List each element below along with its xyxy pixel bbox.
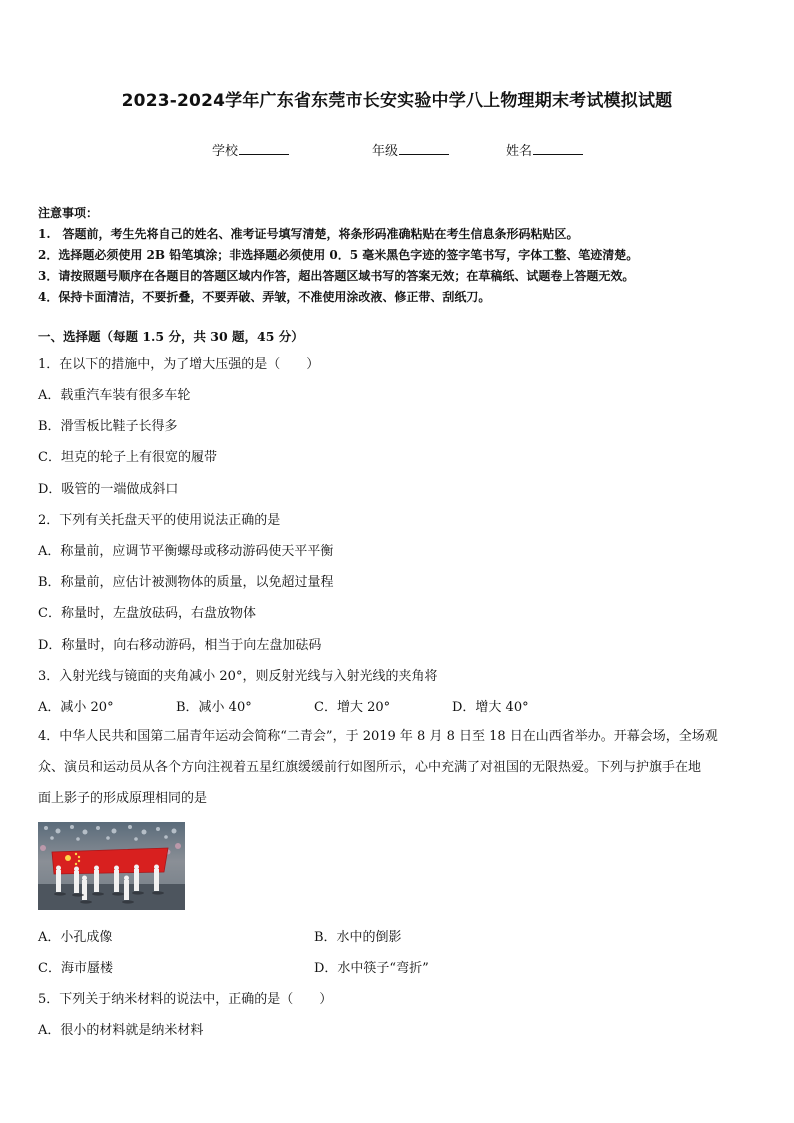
question-5-option-a[interactable]: A．很小的材料就是纳米材料 (38, 1023, 204, 1038)
question-1-option-c[interactable]: C．坦克的轮子上有很宽的履带 (38, 450, 217, 465)
grade-blank[interactable] (399, 142, 449, 155)
question-4-stem-line: 4．中华人民共和国第二届青年运动会简称“二青会”，于 2019 年 8 月 8 日至 18 日在山西省举办。开幕会场，全场观 (38, 729, 718, 744)
notice-heading: 注意事项： (38, 206, 99, 220)
question-3-option-b[interactable]: B．减小 40° (176, 700, 252, 715)
name-blank[interactable] (533, 142, 583, 155)
notice-item: 3．请按照题号顺序在各题目的答题区域内作答，超出答题区域书写的答案无效；在草稿纸、试题卷上答题无效。 (38, 269, 635, 283)
section-heading: 一、选择题（每题 1.5 分，共 30 题，45 分） (38, 329, 304, 344)
question-4-stem-line: 众、演员和运动员从各个方向注视着五星红旗缓缓前行如图所示，心中充满了对祖国的无限热爱。下列与护旗手在地 (38, 760, 702, 775)
grade-field[interactable] (372, 140, 449, 159)
flag-procession-photo (38, 822, 185, 910)
school-label: 学校 (212, 144, 239, 159)
question-4-option-d[interactable]: D．水中筷子“弯折” (314, 961, 429, 976)
question-2-option-a[interactable]: A．称量前，应调节平衡螺母或移动游码使天平平衡 (38, 544, 334, 559)
question-3-option-c[interactable]: C．增大 20° (314, 700, 391, 715)
question-1-option-b[interactable]: B．滑雪板比鞋子长得多 (38, 419, 178, 434)
question-3-stem: 3．入射光线与镜面的夹角减小 20°，则反射光线与入射光线的夹角将 (38, 669, 438, 684)
name-field[interactable] (506, 140, 583, 159)
name-label: 姓名 (506, 144, 533, 159)
school-field[interactable] (212, 140, 289, 159)
question-2-stem: 2．下列有关托盘天平的使用说法正确的是 (38, 513, 281, 528)
notice-block (38, 203, 638, 308)
notice-item: 4．保持卡面清洁，不要折叠，不要弄破、弄皱，不准使用涂改液、修正带、刮纸刀。 (38, 290, 491, 304)
question-3-option-a[interactable]: A．减小 20° (38, 700, 114, 715)
grade-label: 年级 (372, 144, 399, 159)
question-4-stem (38, 721, 760, 814)
question-2-option-d[interactable]: D．称量时，向右移动游码，相当于向左盘加砝码 (38, 638, 322, 653)
question-1-stem: 1．在以下的措施中，为了增大压强的是（ ） (38, 357, 320, 372)
question-4-option-a[interactable]: A．小孔成像 (38, 930, 113, 945)
question-2-option-b[interactable]: B．称量前，应估计被测物体的质量，以免超过量程 (38, 575, 334, 590)
notice-item: 2．选择题必须使用 2B 铅笔填涂；非选择题必须使用 0．5 毫米黑色字迹的签字笔书写，字体工整、笔迹清楚。 (38, 248, 639, 262)
page-title: 2023-2024学年广东省东莞市长安实验中学八上物理期末考试模拟试题 (121, 91, 673, 111)
question-4-stem-line: 面上影子的形成原理相同的是 (38, 791, 208, 806)
question-1-option-d[interactable]: D．吸管的一端做成斜口 (38, 482, 179, 497)
question-3-option-d[interactable]: D．增大 40° (452, 700, 529, 715)
school-blank[interactable] (239, 142, 289, 155)
question-2-option-c[interactable]: C．称量时，左盘放砝码，右盘放物体 (38, 606, 256, 621)
question-4-option-b[interactable]: B．水中的倒影 (314, 930, 402, 945)
question-5-stem: 5．下列关于纳米材料的说法中，正确的是（ ） (38, 992, 333, 1007)
question-1-option-a[interactable]: A．载重汽车装有很多车轮 (38, 388, 191, 403)
notice-item: 1. 答题前，考生先将自己的姓名、准考证号填写清楚，将条形码准确粘贴在考生信息条形码粘贴区。 (38, 227, 579, 241)
question-4-option-c[interactable]: C．海市蜃楼 (38, 961, 113, 976)
